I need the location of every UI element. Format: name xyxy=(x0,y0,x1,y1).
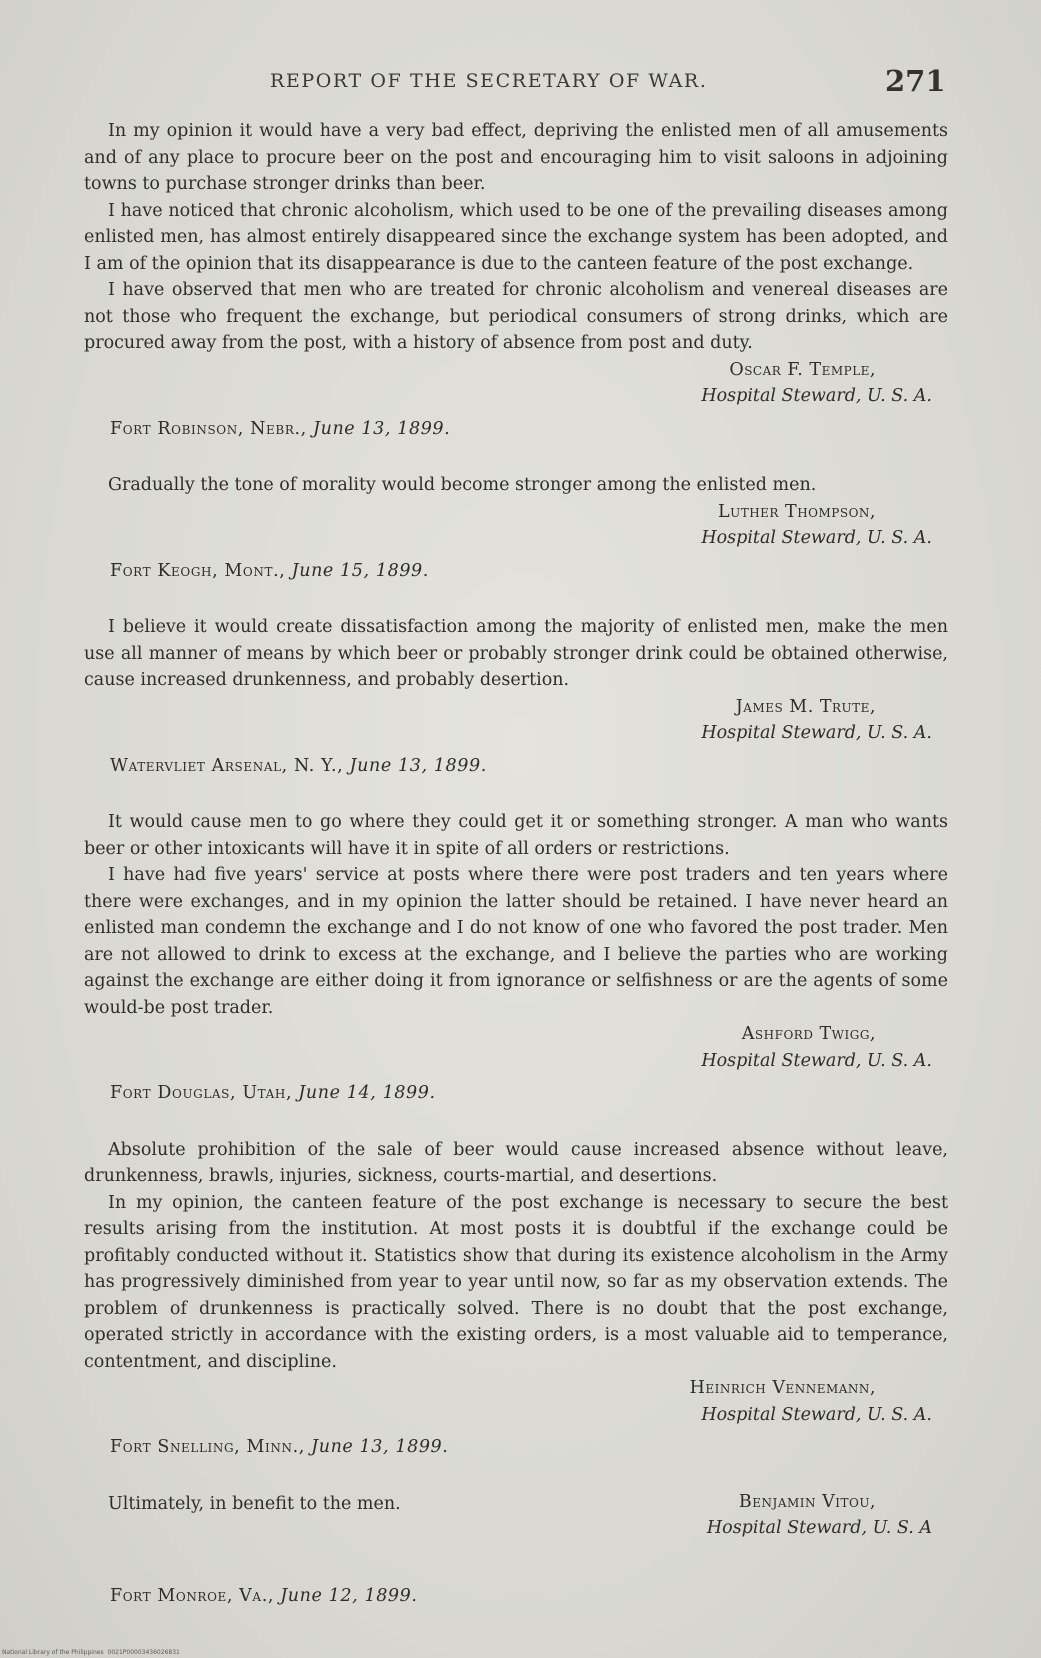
paragraph: In my opinion, the canteen feature of the post exchange is necessary to secure the best results arising from the institution. At most posts it is doubtful if the exchange could be profitably conducted without it. Statistics show that during its existence alcoholism in the Army has progressively diminished from year to year until now, so far as my observation extends. The problem of drunkenness is practically solved. There is no doubt that the post exchange, operated strictly in accordance with the existing orders, is a most valuable aid to temperance, contentment, and discipline. xyxy=(84,1192,948,1372)
testimony-entry xyxy=(84,614,948,779)
paragraph: Ultimately, in benefit to the men. xyxy=(108,1493,401,1514)
signature-title: Hospital Steward, U. S. A. xyxy=(701,386,932,406)
signature xyxy=(84,499,948,552)
dateline xyxy=(110,558,948,585)
signature xyxy=(707,1489,932,1542)
paragraph: I have noticed that chronic alcoholism, which used to be one of the prevailing diseases among enlisted men, has almost entirely disappeared since the exchange system has been adopted, and I am of the opinion that its disappearance is due to the canteen feature of the post exchange. xyxy=(84,200,948,274)
dateline xyxy=(110,753,948,780)
dateline-place: Fort Robinson, Nebr., xyxy=(110,418,307,439)
dateline-date: June 13, 1899. xyxy=(311,1437,449,1457)
signature-name: Oscar F. Temple, xyxy=(729,359,876,380)
dateline xyxy=(110,1434,948,1461)
signature xyxy=(84,357,948,410)
testimony-entry xyxy=(84,1137,948,1461)
testimony-entry xyxy=(84,809,948,1107)
dateline xyxy=(110,416,948,443)
signature xyxy=(84,1021,948,1074)
paragraph: I have observed that men who are treated for chronic alcoholism and venereal diseases are not those who frequent the exchange, but periodical consumers of strong drinks, which are procured away from the post, with a history of absence from post and duty. xyxy=(84,280,948,353)
dateline-place: Fort Snelling, Minn., xyxy=(110,1437,305,1457)
testimony-entry xyxy=(84,1491,948,1577)
scan-footer xyxy=(0,1649,1041,1656)
signature xyxy=(84,694,948,747)
signature-title: Hospital Steward, U. S. A xyxy=(706,1518,932,1538)
footer-id: 0021P00003436026831 xyxy=(107,1649,180,1656)
signature-title: Hospital Steward, U. S. A. xyxy=(701,1404,932,1425)
paragraph: In my opinion it would have a very bad effect, depriving the enlisted men of all amusements and of any place to procure beer on the post and encouraging him to visit saloons in adjoining towns to purchase stronger drinks than beer. xyxy=(84,121,948,194)
paragraph: I believe it would create dissatisfaction among the majority of enlisted men, make the men use all manner of means by which beer or probably stronger drink could be obtained otherwise, cause increased drunkenness, and probably desertion. xyxy=(84,617,948,690)
paragraph: Gradually the tone of morality would become stronger among the enlisted men. xyxy=(108,475,817,495)
signature xyxy=(84,1375,948,1428)
signature-name: Benjamin Vitou, xyxy=(738,1491,876,1512)
signature-name: Luther Thompson, xyxy=(717,501,876,522)
dateline-date: June 13, 1899. xyxy=(312,418,451,439)
signature-title: Hospital Steward, U. S. A. xyxy=(701,1050,932,1071)
dateline-place: Fort Monroe, Va., xyxy=(110,1585,275,1606)
dateline-date: June 12, 1899. xyxy=(280,1585,418,1606)
dateline-date: June 15, 1899. xyxy=(291,560,429,581)
signature-title: Hospital Steward, U. S. A. xyxy=(701,723,932,743)
dateline-place: Watervliet Arsenal, N. Y., xyxy=(110,755,344,776)
signature-name: Ashford Twigg, xyxy=(741,1024,876,1044)
dateline-place: Fort Keogh, Mont., xyxy=(110,560,286,581)
footer-source: National Library of the Philippines xyxy=(2,1649,104,1656)
paragraph: Absolute prohibition of the sale of beer would cause increased absence without leave, drunkenness, brawls, injuries, sickness, courts-martial, and desertions. xyxy=(84,1139,948,1186)
dateline xyxy=(110,1080,948,1107)
paragraph: I have had five years' service at posts where there were post traders and ten years where there were exchanges, and in my opinion the latter should be retained. I have never heard an enlisted man condemn the exchange and I do not know of one who favored the post trader. Men are not allowed to drink to excess at the exchange, and I believe the parties who are working against the exchange are either doing it from ignorance or selfishness or are the agents of some would-be post trader. xyxy=(84,865,948,1018)
signature-title: Hospital Steward, U. S. A. xyxy=(701,528,932,548)
signature-name: James M. Trute, xyxy=(735,696,876,717)
dateline-date: June 13, 1899. xyxy=(349,755,487,776)
paragraph: It would cause men to go where they could get it or something stronger. A man who wants beer or other intoxicants will have it in spite of all orders or restrictions. xyxy=(84,812,948,859)
page-header xyxy=(0,64,1041,104)
signature-name: Heinrich Vennemann, xyxy=(689,1378,876,1398)
testimony-entry xyxy=(84,472,948,584)
testimony-entry xyxy=(84,118,948,442)
dateline-date: June 14, 1899. xyxy=(298,1083,436,1103)
dateline xyxy=(110,1583,948,1610)
page-body xyxy=(84,118,948,1609)
page-number: 271 xyxy=(885,64,946,98)
dateline-place: Fort Douglas, Utah, xyxy=(110,1083,293,1103)
running-head: REPORT OF THE SECRETARY OF WAR. xyxy=(270,70,708,92)
